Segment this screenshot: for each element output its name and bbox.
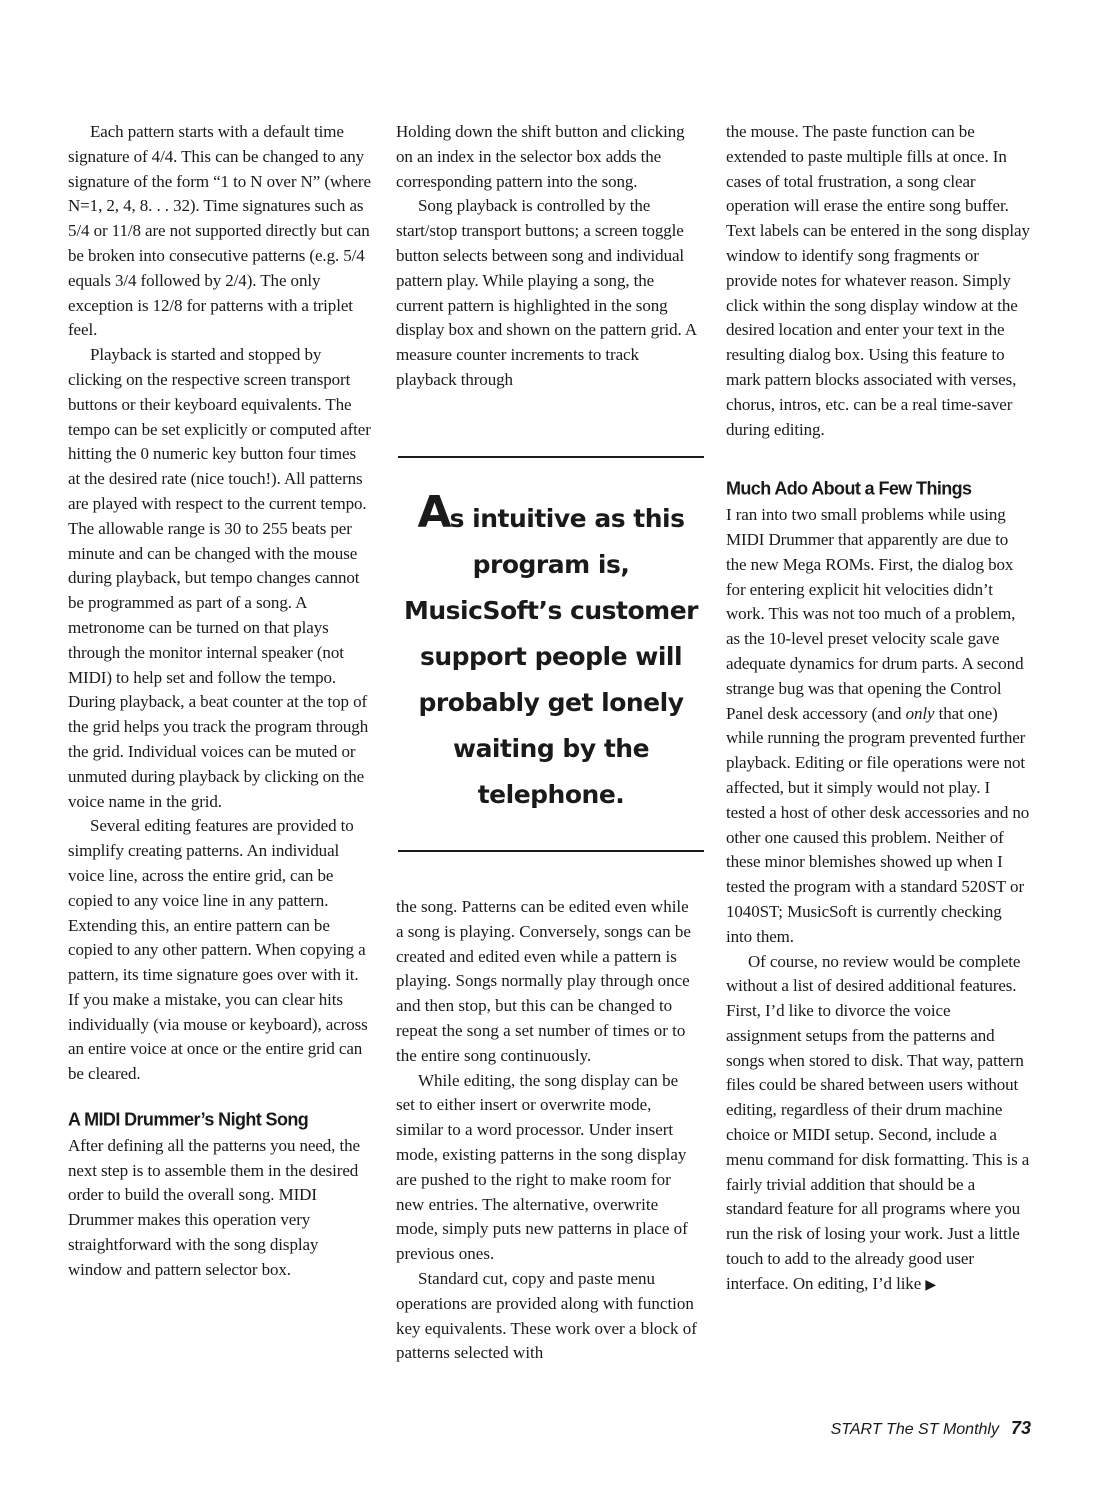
paragraph: Holding down the shift button and clicking on an index in the selector box adds the corresponding pattern into the song. [396, 122, 685, 191]
pull-quote-top-rule [398, 456, 704, 458]
paragraph: the song. Patterns can be edited even while a song is playing. Conversely, songs can be created and edited even while a pattern is playing. Songs normally play through once and then stop, but this can be changed to repeat the song a set number of times or to the entire song continuously. [396, 897, 691, 1065]
emphasis: only [905, 703, 935, 723]
paragraph: Playback is started and stopped by clicking on the respective screen transport buttons or their keyboard equivalents. The tempo can be set explicitly or computed after hitting the 0 numeric key button four times at the desired rate (nice touch!). All patterns are played with respect to the current tempo. The allowable range is 30 to 255 beats per minute and can be changed with the mouse during playback, but tempo changes cannot be programmed as part of a song. A metronome can be turned on that plays through the monitor internal speaker (not MIDI) to help set and follow the tempo. During playback, a beat counter at the top of the grid helps you track the program through the grid. Individual voices can be muted or unmuted during playback by clicking on the voice name in the grid. [68, 345, 371, 811]
article-column-3 [726, 120, 1030, 1299]
section-heading-much-ado: Much Ado About a Few Things [726, 477, 972, 499]
paragraph: Standard cut, copy and paste menu operations are provided along with function key equivalents. These work over a block of patterns selected with [396, 1268, 697, 1363]
page-number: 73 [1010, 1418, 1031, 1438]
magazine-name: START The ST Monthly [830, 1421, 999, 1438]
pull-quote-dropcap: A [417, 487, 450, 538]
paragraph: Each pattern starts with a default time signature of 4/4. This can be changed to any signature of the form “1 to N over N” (where N=1, 2, 4, 8. . . 32). Time signatures such as 5/4 or 11/8 are not supported directly but can be broken into consecutive patterns (e.g. 5/4 equals 3/4 followed by 2/4). The only exception is 12/8 for patterns with a triplet feel. [68, 122, 371, 340]
paragraph: the mouse. The paste function can be extended to paste multiple fills at once. In cases of total frustration, a song clear operation will erase the entire song buffer. Text labels can be entered in the song display window to identify song fragments or provide notes for whatever reason. Simply click within the song display window at the desired location and enter your text in the resulting dialog box. Using this feature to mark pattern blocks associated with verses, chorus, intros, etc. can be a real time-saver during editing. [726, 122, 1030, 439]
paragraph: While editing, the song display can be set to either insert or overwrite mode, similar to a word processor. Under insert mode, existing patterns in the song display are pushed to the right to make room for new entries. The alternative, overwrite mode, simply puts new patterns in place of previous ones. [396, 1070, 688, 1264]
pull-quote-bottom-rule [398, 850, 704, 852]
paragraph: After defining all the patterns you need, the next step is to assemble them in the desired order to build the overall song. MIDI Drummer makes this operation very straightforward with the song display window and pattern selector box. [68, 1135, 360, 1279]
paragraph-part: I ran into two small problems while using MIDI Drummer that apparently are due to the new Mega ROMs. First, the dialog box for entering explicit hit velocities didn’t work. This was not too much of a problem, as the 10-level preset velocity scale gave adequate dynamics for drum parts. A second strange bug was that opening the Control Panel desk accessory (and [726, 505, 1024, 723]
paragraph-part: that one) while running the program prevented further playback. Editing or file operations were not affected, but it simply would not play. I tested a host of other desk accessories and no other one caused this problem. Neither of these minor blemishes showed up when I tested the program with a standard 520ST or 1040ST; MusicSoft is currently checking into them. [726, 703, 1030, 946]
pull-quote-text [398, 487, 704, 818]
page-footer [831, 1418, 1031, 1439]
article-column-2-bottom [396, 895, 700, 1366]
article-column-2-top [396, 120, 700, 393]
section-heading-night-song: A MIDI Drummer’s Night Song [68, 1108, 309, 1130]
paragraph [726, 950, 1030, 1299]
continue-arrow-icon: ▶ [925, 1277, 936, 1293]
pull-quote-body: s intuitive as this program is, MusicSoft’s customer support people will probably get lonely waiting by the telephone. [404, 504, 698, 809]
pull-quote [398, 456, 704, 852]
paragraph: Song playback is controlled by the start/stop transport buttons; a screen toggle button selects between song and individual pattern play. While playing a song, the current pattern is highlighted in the song display box and shown on the pattern grid. A measure counter increments to track playback through [396, 196, 697, 389]
article-column-1 [68, 120, 372, 1283]
paragraph-part: Of course, no review would be complete without a list of desired additional features. First, I’d like to divorce the voice assignment setups from the patterns and songs when stored to disk. That way, pattern files could be shared between users without editing, regardless of their drum machine choice or MIDI setup. Second, include a menu command for disk formatting. This is a fairly trivial addition that should be a standard feature for all programs where you run the risk of losing your work. Just a little touch to add to the already good user interface. On editing, I’d like [726, 951, 1030, 1293]
paragraph: Several editing features are provided to simplify creating patterns. An individual voice line, across the entire grid, can be copied to any voice line in any pattern. Extending this, an entire pattern can be copied to any other pattern. When copying a pattern, its time signature goes over with it. If you make a mistake, you can clear hits individually (via mouse or keyboard), across an entire voice at once or the entire grid can be cleared. [68, 816, 368, 1084]
paragraph [726, 503, 1030, 949]
